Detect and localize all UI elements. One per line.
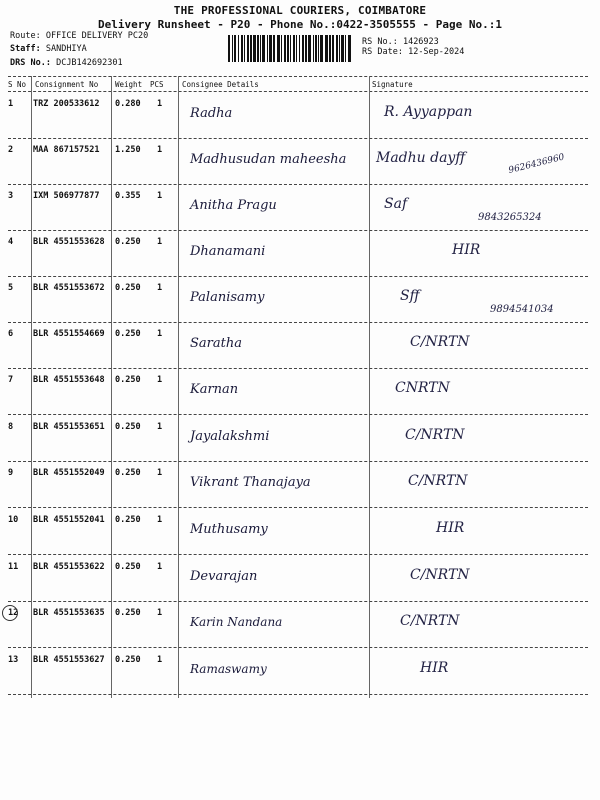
row-sno: 3 [8, 191, 14, 201]
row-pcs: 1 [157, 145, 163, 155]
row-consignee-name: Anitha Pragu [190, 198, 277, 213]
row-signature: C/NRTN [400, 613, 460, 629]
row-phone: 9843265324 [478, 212, 542, 223]
row-divider [8, 507, 588, 508]
row-divider [8, 138, 588, 139]
row-sno: 2 [8, 145, 14, 155]
row-weight: 0.250 [115, 655, 141, 665]
row-divider [8, 184, 588, 185]
staff-line [10, 44, 87, 55]
row-pcs: 1 [157, 375, 163, 385]
row-consignment-no: BLR 4551553635 [33, 608, 105, 618]
drs-line [10, 58, 123, 69]
row-consignment-no: BLR 4551553648 [33, 375, 105, 385]
row-consignment-no: MAA 867157521 [33, 145, 100, 155]
row-divider [8, 601, 588, 602]
row-weight: 0.250 [115, 562, 141, 572]
row-consignment-no: BLR 4551553628 [33, 237, 105, 247]
row-consignee-name: Muthusamy [190, 522, 268, 537]
row-weight: 0.250 [115, 329, 141, 339]
row-divider [8, 461, 588, 462]
row-sno: 4 [8, 237, 14, 247]
row-signature: C/NRTN [408, 473, 468, 489]
row-consignee-name: Radha [190, 106, 233, 121]
col-weight: Weight [115, 80, 143, 89]
row-consignee-name: Karnan [190, 382, 239, 397]
row-signature: CNRTN [395, 380, 450, 396]
row-divider [8, 554, 588, 555]
staff-label: Staff: [10, 44, 41, 54]
row-signature: Saf [384, 196, 408, 212]
row-signature: C/NRTN [410, 567, 470, 583]
column-divider [178, 76, 179, 698]
circled-row-mark [2, 605, 18, 621]
row-consignment-no: BLR 4551552049 [33, 468, 105, 478]
row-divider [8, 414, 588, 415]
col-consignee: Consignee Details [182, 80, 259, 89]
row-consignment-no: BLR 4551552041 [33, 515, 105, 525]
row-consignment-no: IXM 506977877 [33, 191, 100, 201]
row-pcs: 1 [157, 237, 163, 247]
row-consignee-name: Madhusudan maheesha [190, 152, 347, 167]
row-weight: 1.250 [115, 145, 141, 155]
route-value: OFFICE DELIVERY PC20 [45, 31, 149, 41]
col-sno: S No [8, 80, 27, 89]
row-weight: 0.250 [115, 375, 141, 385]
row-weight: 0.250 [115, 237, 141, 247]
row-weight: 0.250 [115, 468, 141, 478]
row-signature: Madhu dayff [376, 150, 466, 166]
runsheet-subtitle: Delivery Runsheet - P20 - Phone No.:0422-3505555 - Page No.:1 [98, 18, 502, 31]
route-line [10, 31, 148, 42]
route-label: Route: [10, 31, 41, 41]
staff-value: SANDHIYA [45, 44, 87, 54]
row-consignee-name: Vikrant Thanajaya [190, 475, 311, 490]
row-pcs: 1 [157, 468, 163, 478]
row-divider [8, 322, 588, 323]
row-divider [8, 230, 588, 231]
row-sno: 9 [8, 468, 14, 478]
column-divider [31, 76, 32, 698]
column-divider [111, 76, 112, 698]
row-consignee-name: Jayalakshmi [190, 429, 270, 444]
rs-no-label: RS No.: [362, 37, 398, 47]
row-pcs: 1 [157, 99, 163, 109]
row-consignee-name: Karin Nandana [190, 615, 283, 629]
row-sno: 13 [8, 655, 19, 665]
barcode-icon [228, 35, 353, 62]
row-pcs: 1 [157, 329, 163, 339]
rs-date-label: RS Date: [362, 47, 403, 57]
row-consignment-no: BLR 4551553622 [33, 562, 105, 572]
row-signature: R. Ayyappan [384, 104, 473, 120]
row-consignment-no: BLR 4551553672 [33, 283, 105, 293]
drs-label: DRS No.: [10, 58, 51, 68]
rs-no-value: 1426923 [402, 37, 439, 47]
row-phone: 9894541034 [490, 304, 554, 315]
row-pcs: 1 [157, 191, 163, 201]
column-divider [369, 76, 370, 698]
drs-value: DCJB142692301 [56, 58, 123, 68]
row-weight: 0.355 [115, 191, 141, 201]
rs-date-value: 12-Sep-2024 [408, 47, 465, 57]
row-sno: 5 [8, 283, 14, 293]
row-sno: 10 [8, 515, 19, 525]
rs-date-line [362, 47, 464, 58]
row-consignment-no: BLR 4551554669 [33, 329, 105, 339]
row-signature: HIR [420, 660, 449, 676]
header-bottom-rule [8, 91, 588, 92]
row-consignee-name: Palanisamy [190, 290, 265, 305]
row-weight: 0.250 [115, 283, 141, 293]
row-weight: 0.250 [115, 608, 141, 618]
row-sno: 8 [8, 422, 14, 432]
row-sno: 11 [8, 562, 19, 572]
col-consignment: Consignment No [35, 80, 99, 89]
row-weight: 0.280 [115, 99, 141, 109]
row-pcs: 1 [157, 562, 163, 572]
row-pcs: 1 [157, 283, 163, 293]
row-pcs: 1 [157, 608, 163, 618]
row-weight: 0.250 [115, 422, 141, 432]
row-pcs: 1 [157, 655, 163, 665]
header-top-rule [8, 76, 588, 77]
row-divider [8, 368, 588, 369]
row-consignment-no: BLR 4551553627 [33, 655, 105, 665]
row-signature: HIR [452, 242, 481, 258]
col-signature: Signature [372, 80, 413, 89]
row-signature: Sff [400, 288, 420, 304]
row-divider [8, 647, 588, 648]
row-weight: 0.250 [115, 515, 141, 525]
row-pcs: 1 [157, 422, 163, 432]
row-signature: C/NRTN [410, 334, 470, 350]
row-sno: 12 [8, 608, 19, 618]
row-consignee-name: Ramaswamy [190, 662, 267, 676]
row-sno: 6 [8, 329, 14, 339]
row-consignment-no: TRZ 200533612 [33, 99, 100, 109]
company-title: THE PROFESSIONAL COURIERS, COIMBATORE [173, 4, 427, 17]
row-sno: 1 [8, 99, 14, 109]
col-pcs: PCS [150, 80, 164, 89]
row-divider [8, 276, 588, 277]
row-divider [8, 694, 588, 695]
row-pcs: 1 [157, 515, 163, 525]
row-consignee-name: Saratha [190, 336, 242, 351]
row-consignee-name: Devarajan [190, 569, 258, 584]
row-signature: HIR [436, 520, 465, 536]
row-consignment-no: BLR 4551553651 [33, 422, 105, 432]
row-sno: 7 [8, 375, 14, 385]
row-phone: 9626436960 [507, 152, 566, 176]
row-consignee-name: Dhanamani [190, 244, 266, 259]
row-signature: C/NRTN [405, 427, 465, 443]
